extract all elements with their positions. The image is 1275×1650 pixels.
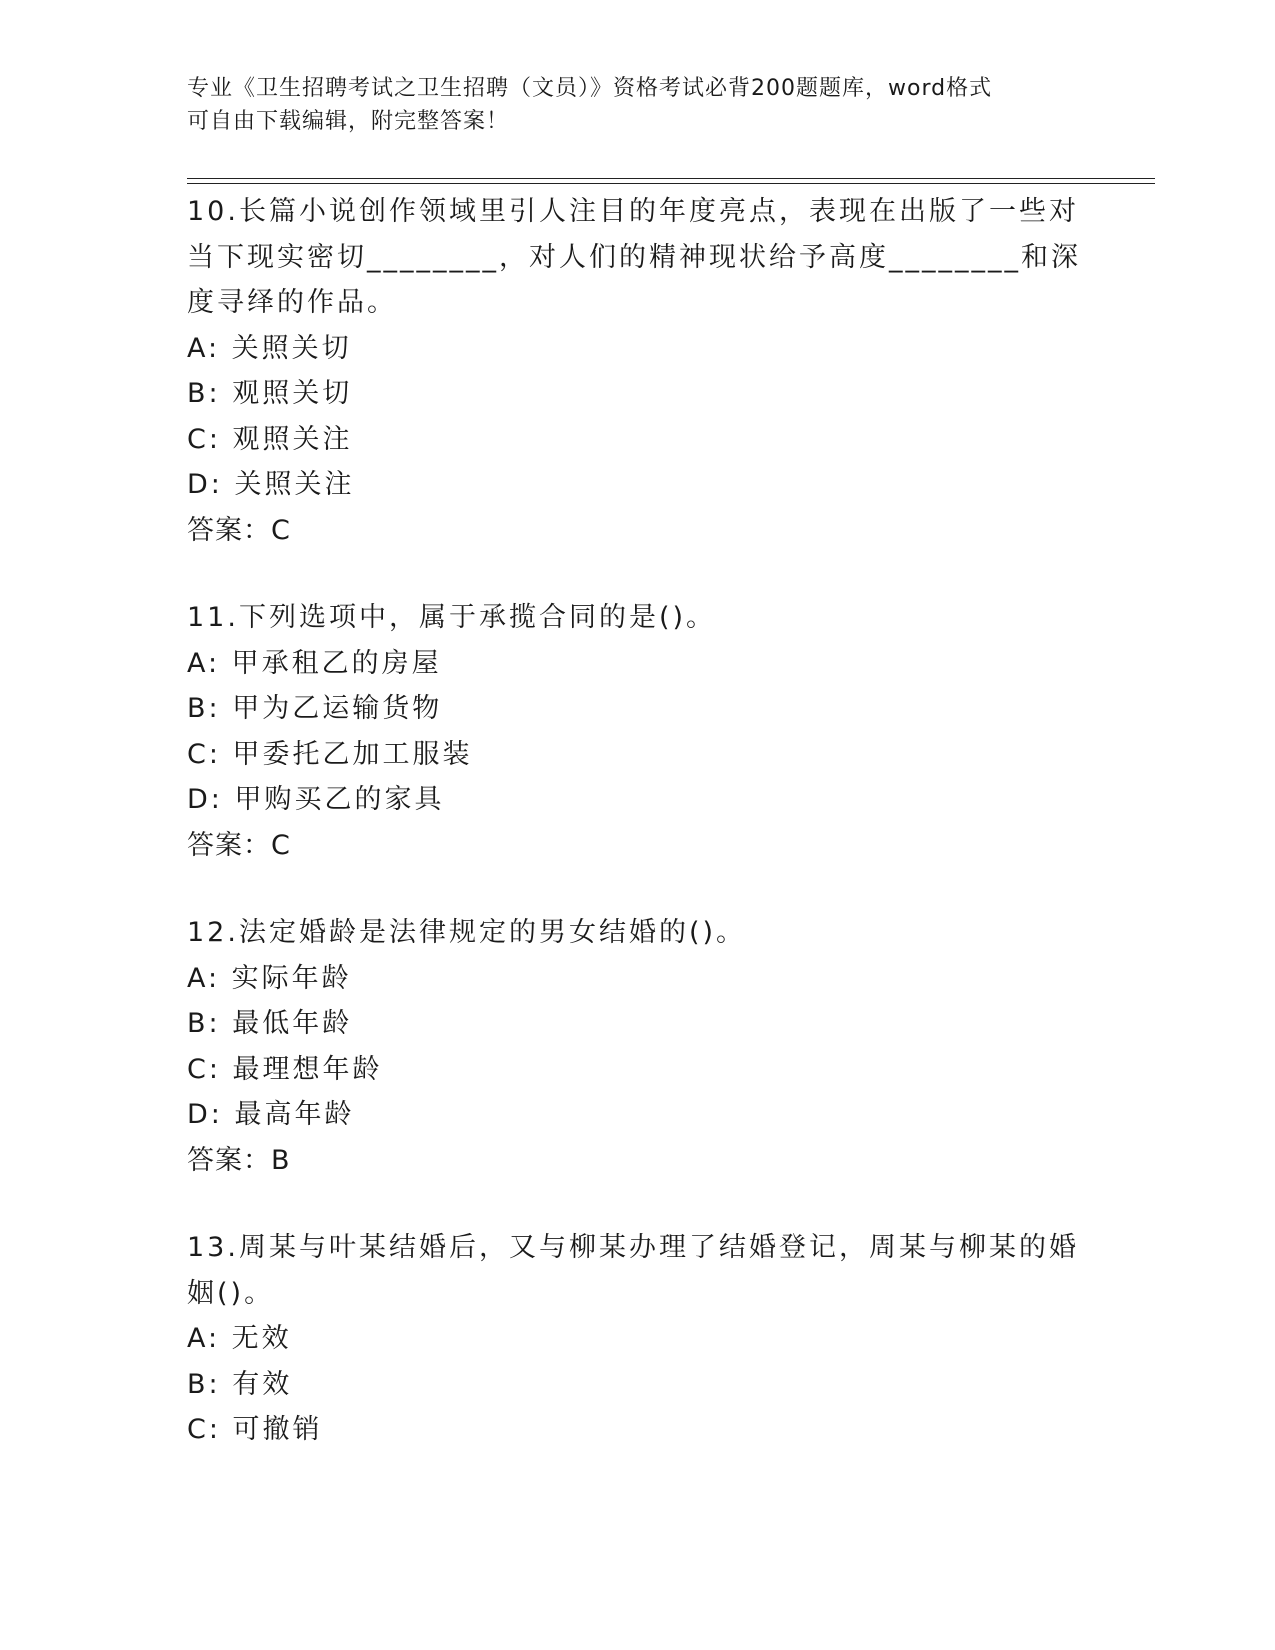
option-a: A: 关照关切: [187, 332, 352, 364]
option-c: C: 观照关注: [187, 423, 353, 455]
option-b: B: 甲为乙运输货物: [187, 693, 443, 724]
question-text: 11.下列选项中，属于承揽合同的是()。: [187, 602, 717, 633]
question-block: [187, 595, 1087, 868]
question-text: 13.周某与叶某结婚后，又与柳某办理了结婚登记，周某与柳某的婚姻()。: [187, 1232, 1079, 1309]
answer-line: 答案：B: [187, 1144, 291, 1176]
option-d: D: 关照关注: [187, 469, 355, 500]
header-line-2: 可自由下载编辑，附完整答案！: [187, 109, 510, 134]
question-block: [187, 910, 1087, 1183]
header-rule-top: [187, 178, 1155, 179]
option-a: A: 无效: [187, 1323, 292, 1354]
option-b: B: 有效: [187, 1368, 293, 1400]
option-a: A: 甲承租乙的房屋: [187, 647, 442, 679]
document-header: [187, 72, 1067, 138]
answer-line: 答案：C: [187, 829, 291, 861]
question-text: 12.法定婚龄是法律规定的男女结婚的()。: [187, 917, 747, 948]
option-c: C: 可撤销: [187, 1414, 323, 1445]
option-c: C: 最理想年龄: [187, 1053, 383, 1085]
option-b: B: 最低年龄: [187, 1008, 353, 1039]
option-b: B: 观照关切: [187, 378, 353, 409]
header-rule-bottom: [187, 183, 1155, 184]
answer-line: 答案：C: [187, 514, 291, 546]
option-c: C: 甲委托乙加工服装: [187, 738, 473, 770]
question-block: [187, 189, 1087, 553]
question-text: 10.长篇小说创作领域里引人注目的年度亮点，表现在出版了一些对当下现实密切________，对人们的精神现状给予高度________和深度寻绎的作品。: [187, 196, 1081, 318]
question-list: [187, 189, 1087, 1453]
option-d: D: 最高年龄: [187, 1099, 355, 1130]
option-d: D: 甲购买乙的家具: [187, 784, 445, 815]
header-line-1: 专业《卫生招聘考试之卫生招聘（文员）》资格考试必背200题题库，word格式: [187, 76, 993, 101]
question-block: [187, 1225, 1087, 1453]
option-a: A: 实际年龄: [187, 962, 352, 994]
